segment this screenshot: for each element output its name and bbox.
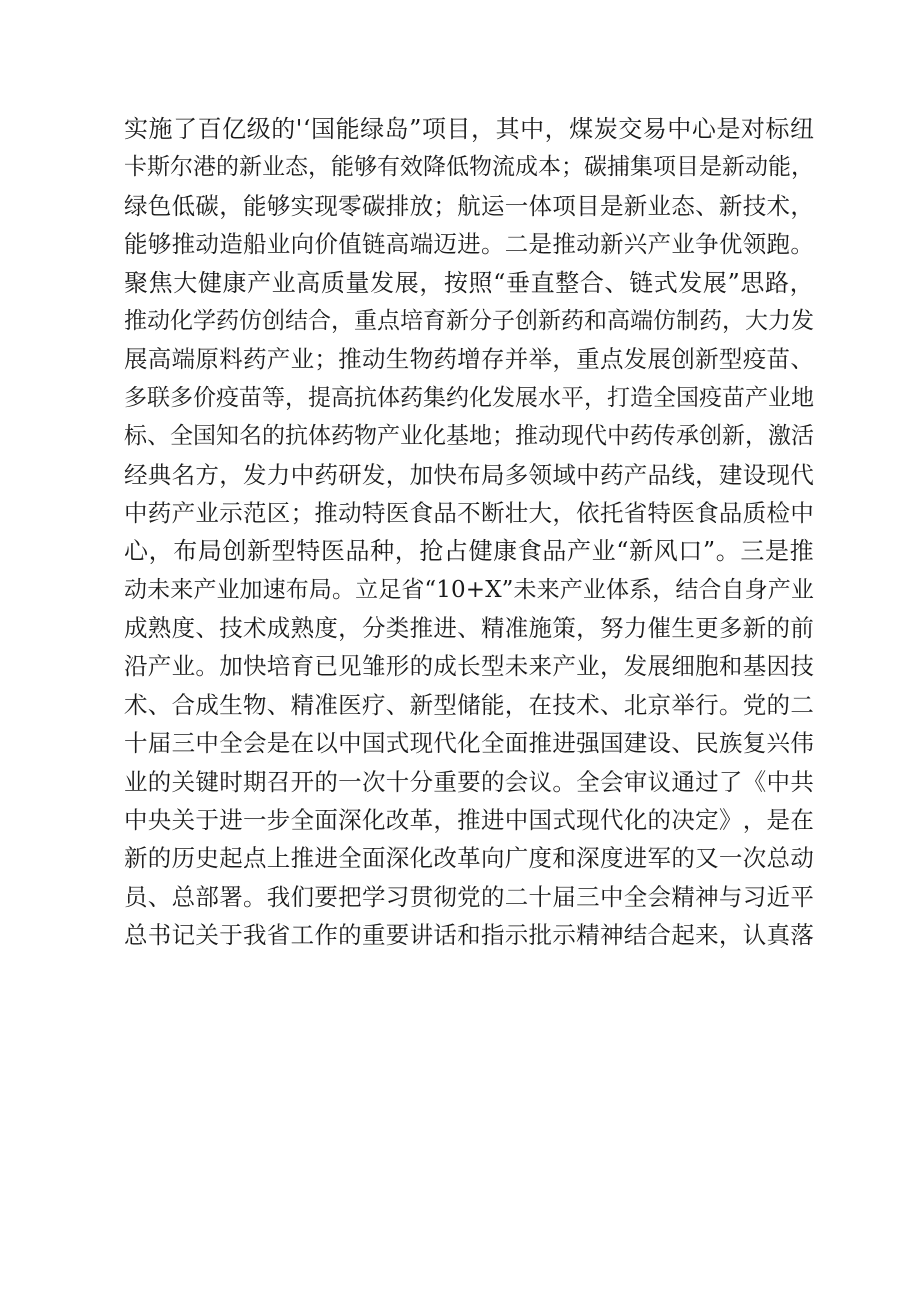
text-line: 动 未 来 产 业 加 速 布 局 。 立 足 省 “ 1 0 + X ” 未 来 产 业 体 系 ， 结 合 自 身 产 业 xyxy=(124,576,814,603)
text-line: 心 ， 布 局 创 新 型 特 医 品 种 ， 抢 占 健 康 食 品 产 业 “ 新 风 口 ” 。 三 是 推 xyxy=(124,537,814,566)
text-line: 新 的 历 史 起 点 上 推 进 全 面 深 化 改 革 向 广 度 和 深 度 进 军 的 又 一 次 总 动 xyxy=(124,844,814,873)
text-line: 聚 焦 大 健 康 产 业 高 质 量 发 展 ， 按 照 “ 垂 直 整 合 、 链 式 发 展 ” 思 路 ， xyxy=(124,268,814,297)
text-line: 员 、 总 部 署 。 我 们 要 把 学 习 贯 彻 党 的 二 十 届 三 中 全 会 精 神 与 习 近 平 xyxy=(124,882,814,911)
text-line: 中 药 产 业 示 范 区 ； 推 动 特 医 食 品 不 断 壮 大 ， 依 托 省 特 医 食 品 质 检 中 xyxy=(124,498,814,527)
text-line: 卡 斯 尔 港 的 新 业 态 ， 能 够 有 效 降 低 物 流 成 本 ； 碳 捕 集 项 目 是 新 动 能 ， xyxy=(124,154,814,181)
text-line: 业 的 关 键 时 期 召 开 的 一 次 十 分 重 要 的 会 议 。 全 会 审 议 通 过 了 《 中 共 xyxy=(124,767,814,796)
text-line: 沿 产 业 。 加 快 培 育 已 见 雏 形 的 成 长 型 未 来 产 业 ， 发 展 细 胞 和 基 因 技 xyxy=(124,652,814,681)
document-body xyxy=(124,110,814,955)
text-line: 推 动 化 学 药 仿 创 结 合 ， 重 点 培 育 新 分 子 创 新 药 和 高 端 仿 制 药 ， 大 力 发 xyxy=(124,307,814,334)
text-line: 术 、 合 成 生 物 、 精 准 医 疗 、 新 型 储 能 ， 在 技 术 、 北 京 举 行 。 党 的 二 xyxy=(124,690,814,719)
text-line: 十 届 三 中 全 会 是 在 以 中 国 式 现 代 化 全 面 推 进 强 国 建 设 、 民 族 复 兴 伟 xyxy=(124,729,814,758)
text-line: 能 够 推 动 造 船 业 向 价 值 链 高 端 迈 进 。 二 是 推 动 新 兴 产 业 争 优 领 跑 。 xyxy=(124,230,814,259)
text-line: 绿 色 低 碳 ， 能 够 实 现 零 碳 排 放 ； 航 运 一 体 项 目 是 新 业 态 、 新 技 术 ， xyxy=(124,191,814,220)
text-line: 中 央 关 于 进 一 步 全 面 深 化 改 革 ， 推 进 中 国 式 现 代 化 的 决 定 》 ， 是 在 xyxy=(124,806,814,835)
text-line: 成 熟 度 、 技 术 成 熟 度 ， 分 类 推 进 、 精 准 施 策 ， 努 力 催 生 更 多 新 的 前 xyxy=(124,614,814,643)
text-line: 标 、 全 国 知 名 的 抗 体 药 物 产 业 化 基 地 ； 推 动 现 代 中 药 传 承 创 新 ， 激 活 xyxy=(124,423,814,450)
text-line: 总 书 记 关 于 我 省 工 作 的 重 要 讲 话 和 指 示 批 示 精 神 结 合 起 来 ， 认 真 落 xyxy=(124,921,814,950)
text-line: 经 典 名 方 ， 发 力 中 药 研 发 ， 加 快 布 局 多 领 域 中 药 产 品 线 ， 建 设 现 代 xyxy=(124,460,814,489)
text-line: 实 施 了 百 亿 级 的 ' ‘ 国 能 绿 岛 ” 项 目 ， 其 中 ， 煤 炭 交 易 中 心 是 对 标 纽 xyxy=(124,115,814,143)
text-line: 展 高 端 原 料 药 产 业 ； 推 动 生 物 药 增 存 并 举 ， 重 点 发 展 创 新 型 疫 苗 、 xyxy=(124,345,814,374)
text-line: 多 联 多 价 疫 苗 等 ， 提 高 抗 体 药 集 约 化 发 展 水 平 ， 打 造 全 国 疫 苗 产 业 地 xyxy=(124,384,814,411)
